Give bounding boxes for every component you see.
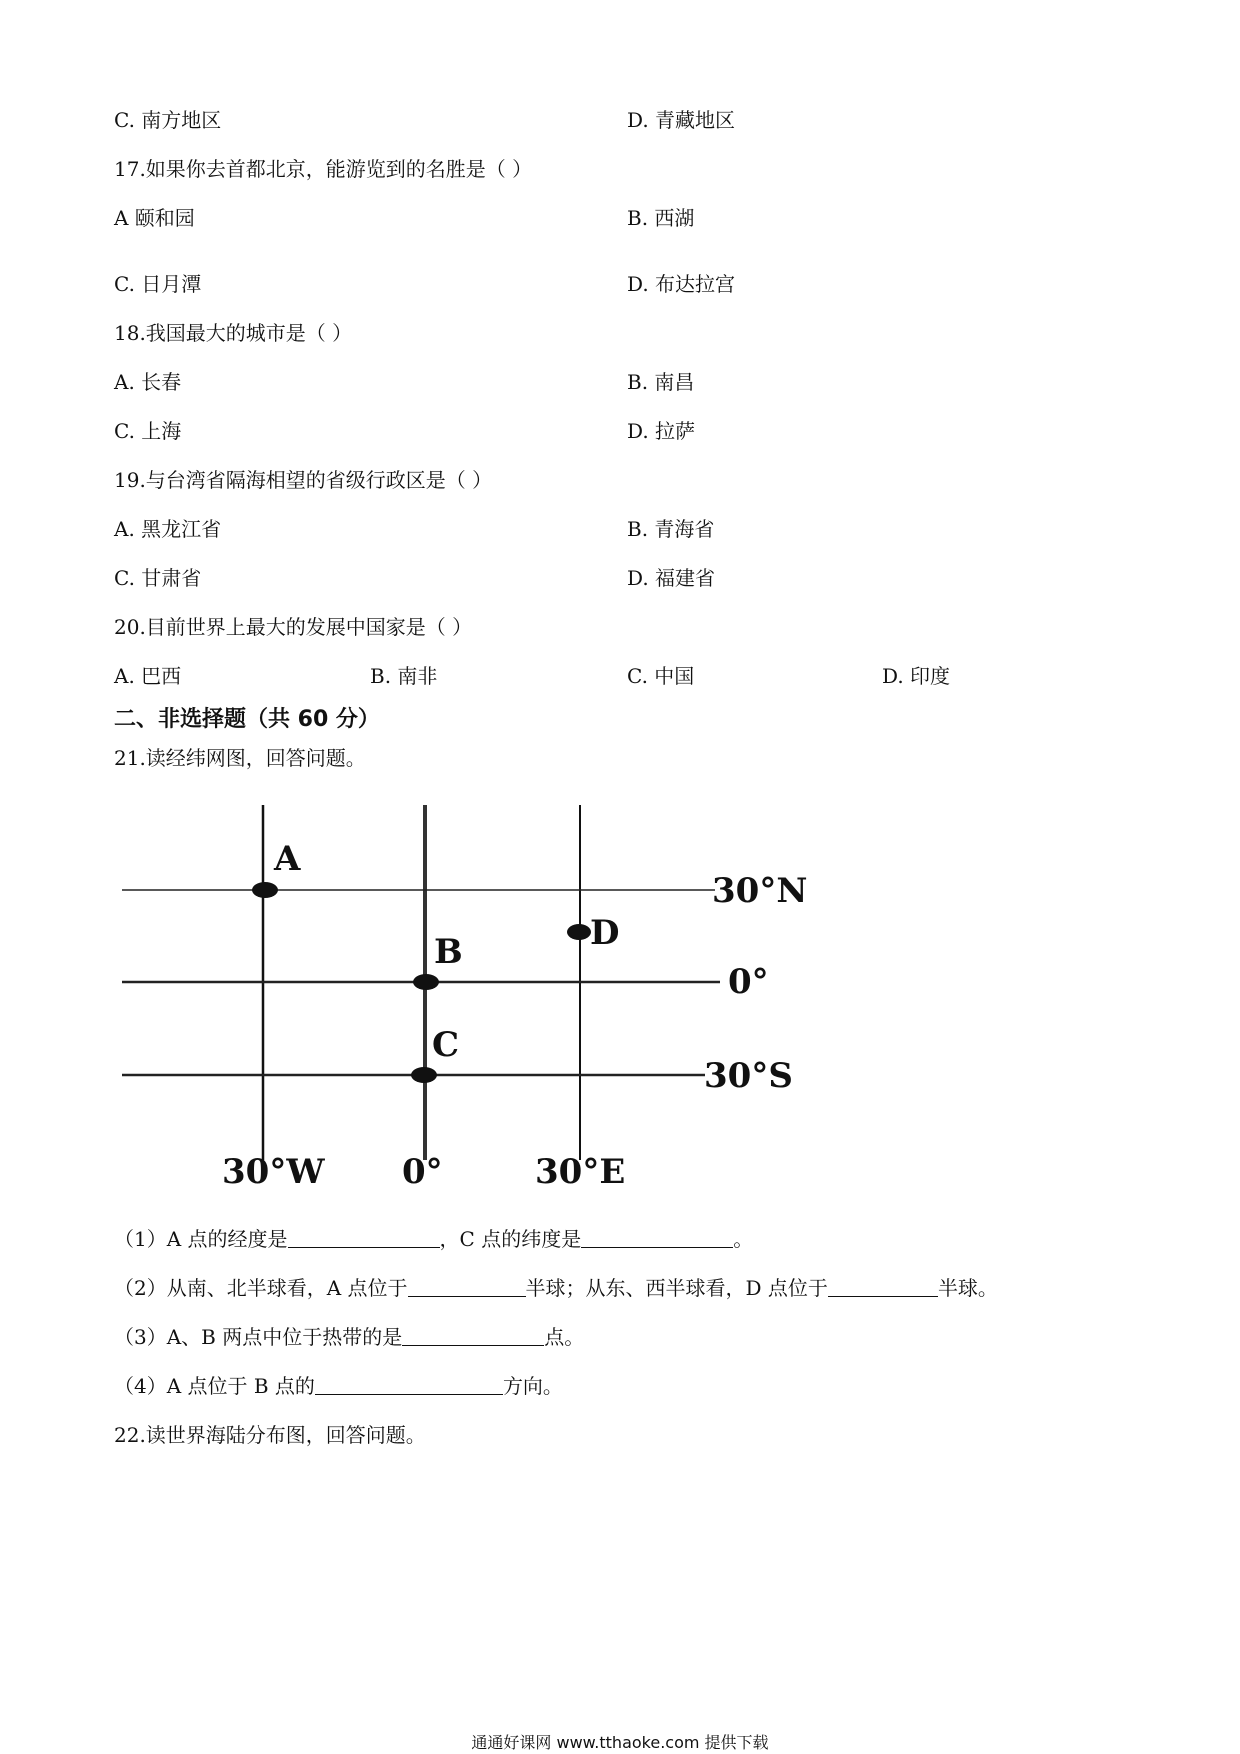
q21-sub1-blank-1[interactable] bbox=[288, 1227, 440, 1248]
q18-option-c: C. 上海 bbox=[114, 419, 182, 443]
point-c-dot bbox=[411, 1067, 437, 1083]
q21-sub4-text-b: 方向。 bbox=[502, 1374, 563, 1398]
q21-sub3-text-a: （3）A、B 两点中位于热带的是 bbox=[114, 1325, 403, 1349]
q21-sub2-blank-1[interactable] bbox=[408, 1276, 526, 1297]
q20-stem: 20.目前世界上最大的发展中国家是（ ） bbox=[114, 615, 473, 639]
q20-option-d: D. 印度 bbox=[882, 664, 951, 688]
q20-option-b: B. 南非 bbox=[370, 664, 438, 688]
q21-sub4-blank-1[interactable] bbox=[315, 1374, 503, 1395]
q21-sub2-text-a: （2）从南、北半球看，A 点位于 bbox=[114, 1276, 408, 1300]
q19-option-b: B. 青海省 bbox=[627, 517, 715, 541]
lon-label-0: 0° bbox=[402, 1152, 443, 1190]
lat-label-0: 0° bbox=[728, 962, 769, 1002]
lat-label-30s: 30°S bbox=[704, 1056, 793, 1096]
q18-stem: 18.我国最大的城市是（ ） bbox=[114, 321, 353, 345]
point-c-label: C bbox=[432, 1025, 460, 1065]
q21-sub1-text-b: ，C 点的纬度是 bbox=[439, 1227, 582, 1251]
q16-option-d: D. 青藏地区 bbox=[627, 108, 736, 132]
lon-label-30w: 30°W bbox=[222, 1152, 325, 1190]
lon-label-30e: 30°E bbox=[535, 1152, 626, 1190]
q21-sub2 bbox=[114, 1276, 998, 1300]
q17-option-d: D. 布达拉宫 bbox=[627, 272, 736, 296]
page-footer: 通通好课网 www.tthaoke.com 提供下载 bbox=[471, 1733, 769, 1752]
q20-option-a: A. 巴西 bbox=[114, 664, 182, 688]
point-d-dot bbox=[567, 924, 591, 940]
q19-option-d: D. 福建省 bbox=[627, 566, 716, 590]
q21-stem: 21.读经纬网图，回答问题。 bbox=[114, 746, 366, 770]
q17-stem: 17.如果你去首都北京，能游览到的名胜是（ ） bbox=[114, 157, 533, 181]
point-a-dot bbox=[252, 882, 278, 898]
q21-sub3-blank-1[interactable] bbox=[402, 1325, 544, 1346]
point-a-label: A bbox=[274, 839, 301, 879]
q21-sub2-blank-2[interactable] bbox=[828, 1276, 938, 1297]
q21-sub4-text-a: （4）A 点位于 B 点的 bbox=[114, 1374, 315, 1398]
lat-lon-grid-figure bbox=[100, 790, 860, 1190]
q21-sub1 bbox=[114, 1227, 753, 1251]
q19-stem: 19.与台湾省隔海相望的省级行政区是（ ） bbox=[114, 468, 493, 492]
q21-sub1-text-a: （1）A 点的经度是 bbox=[114, 1227, 288, 1251]
point-d-label: D bbox=[590, 913, 620, 953]
q18-option-d: D. 拉萨 bbox=[627, 419, 696, 443]
q21-sub2-text-c: 半球。 bbox=[937, 1276, 998, 1300]
q21-sub4 bbox=[114, 1374, 563, 1398]
q18-option-b: B. 南昌 bbox=[627, 370, 695, 394]
section-title: 二、非选择题（共 60 分） bbox=[114, 707, 380, 732]
q21-sub2-text-b: 半球；从东、西半球看，D 点位于 bbox=[525, 1276, 828, 1300]
q16-option-c: C. 南方地区 bbox=[114, 108, 222, 132]
q20-option-c: C. 中国 bbox=[627, 664, 695, 688]
q19-option-c: C. 甘肃省 bbox=[114, 566, 202, 590]
q22-stem: 22.读世界海陆分布图，回答问题。 bbox=[114, 1423, 426, 1447]
point-b-label: B bbox=[434, 932, 463, 972]
point-b-dot bbox=[413, 974, 439, 990]
q17-option-b: B. 西湖 bbox=[627, 206, 695, 230]
q18-option-a: A. 长春 bbox=[114, 370, 182, 394]
q17-option-c: C. 日月潭 bbox=[114, 272, 202, 296]
q17-option-a: A 颐和园 bbox=[114, 206, 195, 230]
q21-sub1-blank-2[interactable] bbox=[581, 1227, 733, 1248]
q21-sub3 bbox=[114, 1325, 584, 1349]
q19-option-a: A. 黑龙江省 bbox=[114, 517, 222, 541]
q21-sub3-text-b: 点。 bbox=[544, 1325, 585, 1349]
lat-label-30n: 30°N bbox=[712, 871, 808, 911]
q21-sub1-text-c: 。 bbox=[733, 1227, 754, 1251]
